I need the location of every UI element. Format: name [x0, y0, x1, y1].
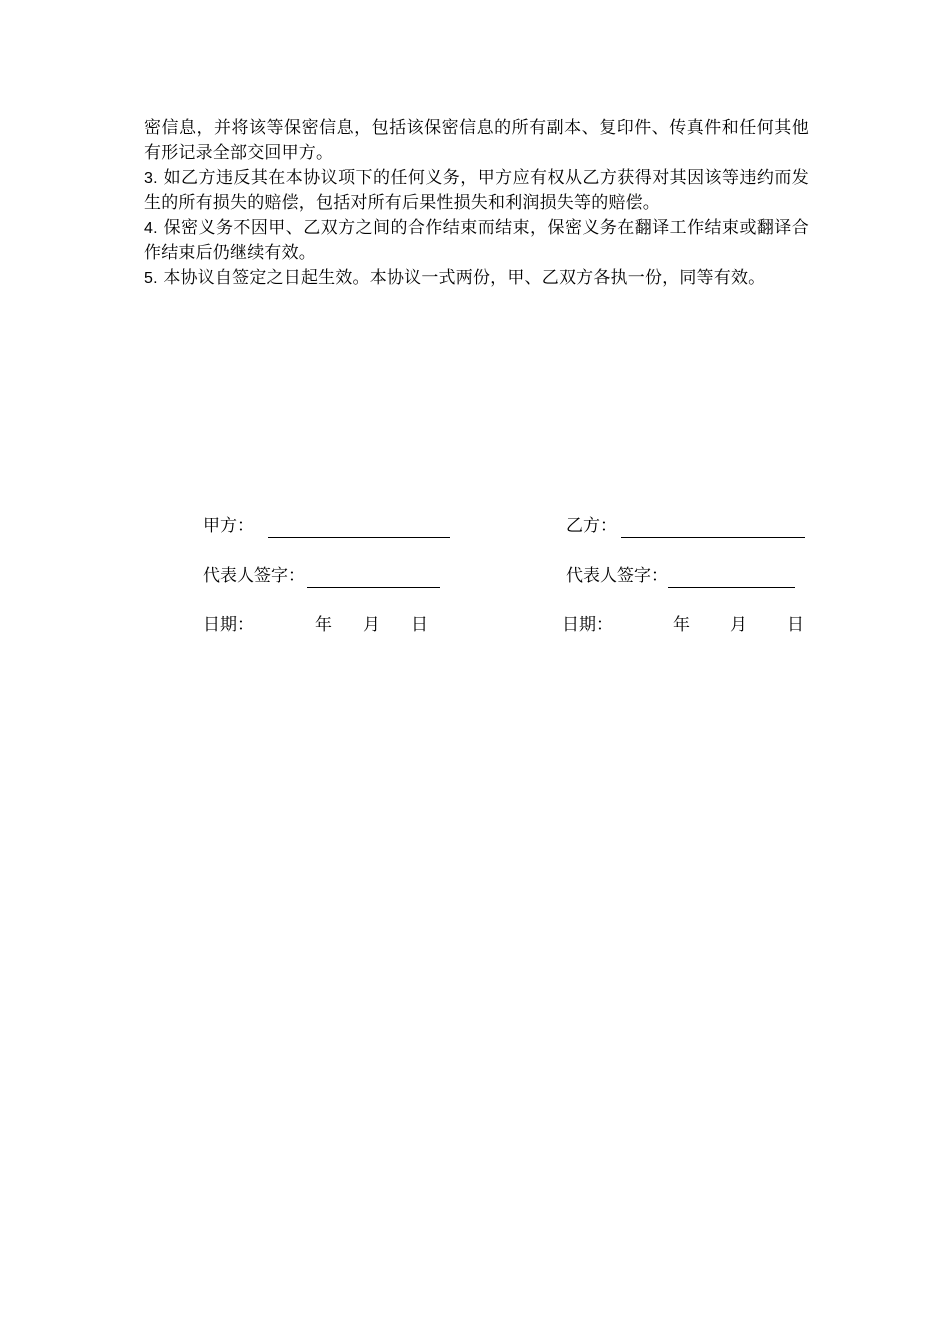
party-b-rep-row: [566, 564, 795, 588]
party-b-date-label: 日期：: [562, 615, 613, 635]
party-a-day: 日: [411, 615, 428, 635]
party-a-rep-label: 代表人签字：: [203, 566, 305, 586]
party-a-label: 甲方：: [203, 516, 254, 536]
party-b-label: 乙方：: [566, 516, 617, 536]
agreement-body: [144, 116, 809, 291]
paragraph-text: 如乙方违反其在本协议项下的任何义务，甲方应有权从乙方获得对其因该等违约而发生的所有损失的赔偿，包括对所有后果性损失和利润损失等的赔偿。: [144, 168, 809, 213]
paragraph-number: 5.: [144, 270, 158, 287]
party-a-date-row: [203, 613, 428, 637]
party-a-year: 年: [315, 615, 332, 635]
paragraph-number: 3.: [144, 170, 158, 187]
paragraph-text: 保密义务不因甲、乙双方之间的合作结束而结束，保密义务在翻译工作结束或翻译合作结束后仍继续有效。: [144, 218, 809, 263]
party-b-day: 日: [787, 615, 804, 635]
paragraph-5: [144, 266, 809, 291]
paragraph-continuation: [144, 116, 809, 166]
paragraph-3: [144, 166, 809, 216]
party-b-rep-signature-line[interactable]: [668, 567, 795, 588]
party-b-name-line[interactable]: [621, 517, 805, 538]
paragraph-4: [144, 216, 809, 266]
party-a-name-line[interactable]: [268, 517, 450, 538]
party-a-rep-row: [203, 564, 440, 588]
paragraph-text: 本协议自签定之日起生效。本协议一式两份，甲、乙双方各执一份，同等有效。: [163, 268, 766, 288]
party-a-name-row: [203, 514, 450, 538]
party-b-name-row: [566, 514, 805, 538]
party-b-month: 月: [730, 615, 747, 635]
party-b-date-row: [562, 613, 804, 637]
party-a-date-label: 日期：: [203, 615, 254, 635]
party-b-year: 年: [673, 615, 690, 635]
party-a-rep-signature-line[interactable]: [307, 567, 440, 588]
paragraph-text: 密信息，并将该等保密信息，包括该保密信息的所有副本、复印件、传真件和任何其他有形记录全部交回甲方。: [144, 118, 809, 163]
paragraph-number: 4.: [144, 220, 158, 237]
party-a-month: 月: [363, 615, 380, 635]
party-b-rep-label: 代表人签字：: [566, 566, 668, 586]
